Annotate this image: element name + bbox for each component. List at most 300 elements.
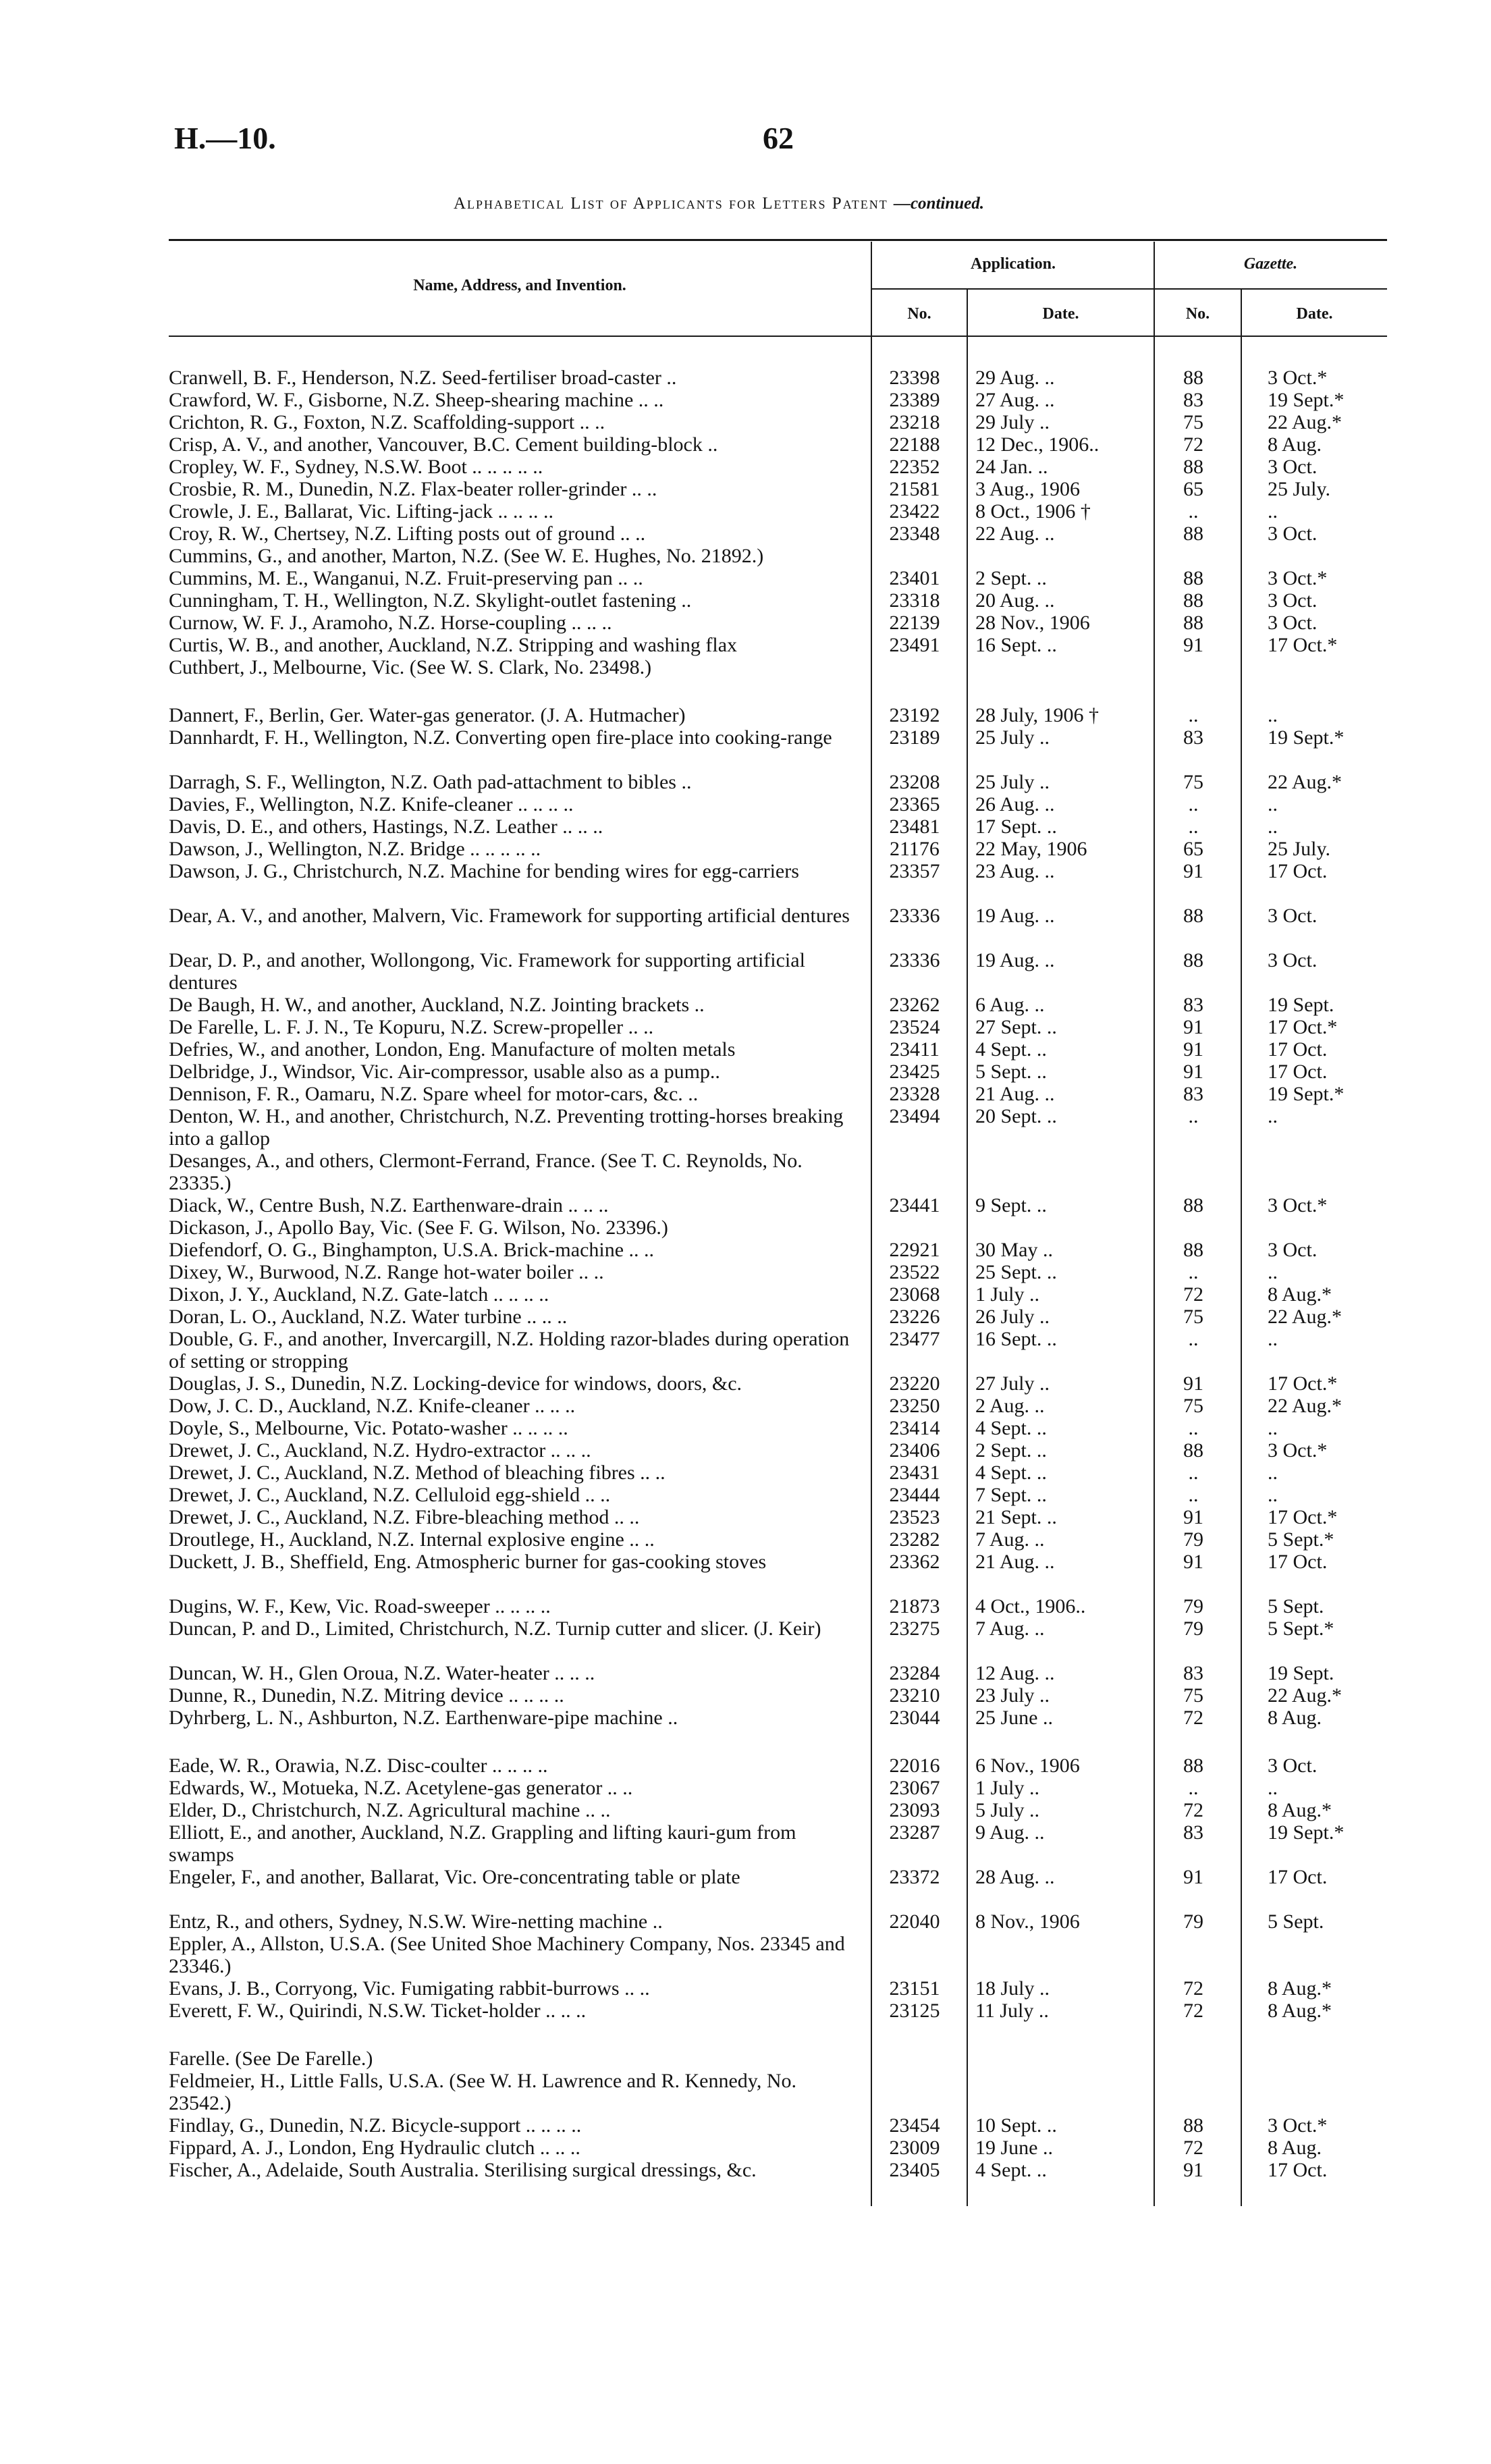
application-number: 23444 [889, 1484, 940, 1506]
applicant-name: Dawson, J., Wellington, N.Z. Bridge .. .. .. .. .. [169, 838, 541, 860]
gazette-date: 3 Oct.* [1268, 567, 1328, 589]
gazette-number: 72 [1183, 1283, 1203, 1306]
gazette-number: 79 [1183, 1617, 1203, 1640]
applicant-name: Crichton, R. G., Foxton, N.Z. Scaffolding-support .. .. [169, 411, 605, 433]
applicant-name: Diack, W., Centre Bush, N.Z. Earthenware-drain .. .. .. [169, 1194, 609, 1216]
application-date: 5 July .. [975, 1799, 1040, 1821]
applicant-name: Evans, J. B., Corryong, Vic. Fumigating rabbit-burrows .. .. [169, 1977, 650, 2000]
gazette-date: 19 Sept. [1268, 1662, 1334, 1684]
table-row [0, 905, 1491, 949]
application-date: 25 July .. [975, 726, 1050, 749]
gazette-date: 8 Aug. [1268, 1707, 1322, 1729]
application-date: 19 Aug. .. [975, 949, 1055, 971]
gazette-number: 72 [1183, 1707, 1203, 1729]
header-rule-application [872, 288, 1154, 290]
applicant-name: Everett, F. W., Quirindi, N.S.W. Ticket-holder .. .. .. [169, 2000, 587, 2022]
applicant-name: Dear, D. P., and another, Wollongong, Vic. Framework for supporting artificial dentures [169, 949, 805, 994]
application-date: 21 Aug. .. [975, 1083, 1055, 1105]
gazette-number: 91 [1183, 860, 1203, 882]
gazette-number: 91 [1183, 1551, 1203, 1573]
applicant-name: Crosbie, R. M., Dunedin, N.Z. Flax-beater roller-grinder .. .. [169, 478, 657, 500]
table-row [0, 1105, 1491, 1150]
applicant-name: Denton, W. H., and another, Christchurch, N.Z. Preventing trotting-horses breaking into a gallop [169, 1105, 844, 1150]
applicant-name: Elliott, E., and another, Auckland, N.Z. Grappling and lifting kauri-gum from swamps [169, 1821, 796, 1866]
application-date: 10 Sept. .. [975, 2114, 1057, 2137]
application-number: 23262 [889, 994, 940, 1016]
application-date: 20 Sept. .. [975, 1105, 1057, 1127]
applicant-name: Delbridge, J., Windsor, Vic. Air-compressor, usable also as a pump.. [169, 1061, 720, 1083]
table-row [0, 1866, 1491, 1910]
gazette-date: 3 Oct. [1268, 612, 1318, 634]
applicant-name: Eade, W. R., Orawia, N.Z. Disc-coulter .. .. .. .. [169, 1755, 548, 1777]
gazette-number: 88 [1183, 1239, 1203, 1261]
column-header-gazette-no: No. [1185, 305, 1210, 323]
gazette-number: .. [1188, 1105, 1199, 1127]
applicant-name: Duckett, J. B., Sheffield, Eng. Atmospheric burner for gas-cooking stoves [169, 1551, 767, 1573]
table-row [0, 1707, 1491, 1751]
applicant-name: Crisp, A. V., and another, Vancouver, B.C. Cement building-block .. [169, 433, 718, 456]
gazette-date: 17 Oct. [1268, 1038, 1328, 1061]
gazette-number: 91 [1183, 1061, 1203, 1083]
gazette-number: .. [1188, 1462, 1199, 1484]
application-number: 23275 [889, 1617, 940, 1640]
applicant-name: Cummins, G., and another, Marton, N.Z. (See W. E. Hughes, No. 21892.) [169, 545, 764, 567]
application-date: 4 Sept. .. [975, 2159, 1047, 2181]
applicant-name: Findlay, G., Dunedin, N.Z. Bicycle-support .. .. .. .. [169, 2114, 582, 2137]
gazette-number: .. [1188, 1417, 1199, 1439]
gazette-number: 83 [1183, 1083, 1203, 1105]
applicant-name: Duncan, W. H., Glen Oroua, N.Z. Water-heater .. .. .. [169, 1662, 595, 1684]
application-number: 21873 [889, 1595, 940, 1617]
gazette-date: 3 Oct.* [1268, 1439, 1328, 1462]
table-row [0, 656, 1491, 701]
application-number: 23250 [889, 1395, 940, 1417]
gazette-date: 3 Oct. [1268, 949, 1318, 971]
applicant-name: Fippard, A. J., London, Eng Hydraulic clutch .. .. .. [169, 2137, 580, 2159]
application-number: 23044 [889, 1707, 940, 1729]
table-row [0, 726, 1491, 771]
application-date: 7 Aug. .. [975, 1617, 1045, 1640]
gazette-date: 22 Aug.* [1268, 1395, 1343, 1417]
gazette-date: 5 Sept.* [1268, 1617, 1334, 1640]
application-number: 23189 [889, 726, 940, 749]
application-date: 22 Aug. .. [975, 523, 1055, 545]
gazette-date: .. [1268, 1105, 1278, 1127]
gazette-number: 88 [1183, 2114, 1203, 2137]
column-header-app-no: No. [907, 305, 931, 323]
gazette-number: 88 [1183, 523, 1203, 545]
applicant-name: Dannhardt, F. H., Wellington, N.Z. Converting open fire-place into cooking-range [169, 726, 832, 749]
table-row [0, 1821, 1491, 1866]
gazette-number: 88 [1183, 567, 1203, 589]
application-date: 24 Jan. .. [975, 456, 1048, 478]
application-date: 16 Sept. .. [975, 634, 1057, 656]
application-date: 5 Sept. .. [975, 1061, 1047, 1083]
application-date: 1 July .. [975, 1777, 1040, 1799]
application-number: 23494 [889, 1105, 940, 1127]
applicant-name: Edwards, W., Motueka, N.Z. Acetylene-gas generator .. .. [169, 1777, 633, 1799]
gazette-date: 17 Oct. [1268, 2159, 1328, 2181]
application-number: 23425 [889, 1061, 940, 1083]
application-number: 23067 [889, 1777, 940, 1799]
application-date: 25 Sept. .. [975, 1261, 1057, 1283]
application-number: 23441 [889, 1194, 940, 1216]
applicant-name: Cranwell, B. F., Henderson, N.Z. Seed-fertiliser broad-caster .. [169, 367, 677, 389]
application-number: 23481 [889, 815, 940, 838]
applicant-name: Elder, D., Christchurch, N.Z. Agricultural machine .. .. [169, 1799, 611, 1821]
applicant-name: Davies, F., Wellington, N.Z. Knife-cleaner .. .. .. .. [169, 793, 574, 815]
application-number: 23411 [890, 1038, 940, 1061]
gazette-number: .. [1188, 500, 1199, 523]
applicant-name: Davis, D. E., and others, Hastings, N.Z. Leather .. .. .. [169, 815, 603, 838]
application-number: 23284 [889, 1662, 940, 1684]
gazette-date: 5 Sept. [1268, 1910, 1324, 1933]
applicant-name: Desanges, A., and others, Clermont-Ferrand, France. (See T. C. Reynolds, No. 23335.) [169, 1150, 803, 1194]
application-number: 21581 [889, 478, 940, 500]
column-header-gazette-date: Date. [1296, 305, 1333, 323]
gazette-number: 75 [1183, 771, 1203, 793]
applicant-name: Dixey, W., Burwood, N.Z. Range hot-water boiler .. .. [169, 1261, 604, 1283]
gazette-date: 19 Sept.* [1268, 1821, 1345, 1844]
gazette-date: 19 Sept.* [1268, 389, 1345, 411]
gazette-number: 83 [1183, 726, 1203, 749]
gazette-date: 22 Aug.* [1268, 771, 1343, 793]
table-row [0, 1150, 1491, 1194]
applicant-name: Dyhrberg, L. N., Ashburton, N.Z. Earthenware-pipe machine .. [169, 1707, 678, 1729]
application-date: 7 Aug. .. [975, 1528, 1045, 1551]
subtitle-continued: —continued. [893, 194, 984, 213]
gazette-date: .. [1268, 1417, 1278, 1439]
gazette-date: 3 Oct. [1268, 523, 1318, 545]
applicant-name: Douglas, J. S., Dunedin, N.Z. Locking-device for windows, doors, &c. [169, 1372, 742, 1395]
subtitle-main: Alphabetical List of Applicants for Letters Patent [454, 194, 888, 213]
gazette-date: 3 Oct. [1268, 905, 1318, 927]
gazette-number: 83 [1183, 994, 1203, 1016]
applicant-name: Drewet, J. C., Auckland, N.Z. Method of bleaching fibres .. .. [169, 1462, 666, 1484]
gazette-date: 17 Oct.* [1268, 1016, 1338, 1038]
column-header-application: Application. [970, 255, 1056, 273]
gazette-number: 88 [1183, 612, 1203, 634]
gazette-date: 3 Oct.* [1268, 367, 1328, 389]
gazette-date: 22 Aug.* [1268, 411, 1343, 433]
application-number: 23125 [889, 2000, 940, 2022]
gazette-number: 65 [1183, 838, 1203, 860]
application-date: 22 May, 1906 [975, 838, 1087, 860]
application-date: 6 Nov., 1906 [975, 1755, 1080, 1777]
gazette-number: 72 [1183, 1977, 1203, 2000]
gazette-number: 91 [1183, 1866, 1203, 1888]
gazette-date: 3 Oct.* [1268, 1194, 1328, 1216]
applicant-name: Doran, L. O., Auckland, N.Z. Water turbine .. .. .. [169, 1306, 568, 1328]
table-row [0, 860, 1491, 905]
application-date: 2 Sept. .. [975, 1439, 1047, 1462]
application-number: 23431 [889, 1462, 940, 1484]
application-date: 21 Sept. .. [975, 1506, 1057, 1528]
application-date: 30 May .. [975, 1239, 1053, 1261]
gazette-date: 17 Oct.* [1268, 1506, 1338, 1528]
application-date: 28 Aug. .. [975, 1866, 1055, 1888]
gazette-date: .. [1268, 793, 1278, 815]
column-header-gazette: Gazette. [1243, 255, 1298, 273]
gazette-date: 8 Aug.* [1268, 1977, 1332, 2000]
application-date: 23 Aug. .. [975, 860, 1055, 882]
gazette-date: 22 Aug.* [1268, 1684, 1343, 1707]
application-date: 27 July .. [975, 1372, 1050, 1395]
application-number: 23406 [889, 1439, 940, 1462]
applicant-name: Drewet, J. C., Auckland, N.Z. Fibre-bleaching method .. .. [169, 1506, 640, 1528]
application-date: 8 Oct., 1906 † [975, 500, 1091, 523]
application-number: 23454 [889, 2114, 940, 2137]
applicant-name: Drewet, J. C., Auckland, N.Z. Celluloid egg-shield .. .. [169, 1484, 611, 1506]
gazette-date: .. [1268, 1777, 1278, 1799]
application-number: 23218 [889, 411, 940, 433]
application-date: 25 June .. [975, 1707, 1053, 1729]
applicant-name: Dennison, F. R., Oamaru, N.Z. Spare wheel for motor-cars, &c. .. [169, 1083, 699, 1105]
gazette-number: .. [1188, 793, 1199, 815]
application-date: 27 Sept. .. [975, 1016, 1057, 1038]
application-date: 9 Sept. .. [975, 1194, 1047, 1216]
application-date: 8 Nov., 1906 [975, 1910, 1080, 1933]
gazette-date: 8 Aug. [1268, 433, 1322, 456]
application-date: 26 Aug. .. [975, 793, 1055, 815]
gazette-number: 88 [1183, 905, 1203, 927]
application-number: 23477 [889, 1328, 940, 1350]
applicant-name: Duncan, P. and D., Limited, Christchurch, N.Z. Turnip cutter and slicer. (J. Keir) [169, 1617, 821, 1640]
page-number: 62 [763, 121, 794, 155]
table-row [0, 2070, 1491, 2114]
gazette-number: 79 [1183, 1910, 1203, 1933]
applicant-name: Defries, W., and another, London, Eng. Manufacture of molten metals [169, 1038, 736, 1061]
application-number: 23208 [889, 771, 940, 793]
table-top-rule [169, 239, 1387, 241]
application-number: 22040 [889, 1910, 940, 1933]
application-date: 20 Aug. .. [975, 589, 1055, 612]
applicant-name: Diefendorf, O. G., Binghampton, U.S.A. Brick-machine .. .. [169, 1239, 655, 1261]
gazette-date: 25 July. [1268, 838, 1331, 860]
gazette-date: 3 Oct. [1268, 456, 1318, 478]
gazette-date: 3 Oct. [1268, 1239, 1318, 1261]
gazette-date: 17 Oct. [1268, 1551, 1328, 1573]
gazette-date: .. [1268, 704, 1278, 726]
gazette-number: 72 [1183, 1799, 1203, 1821]
application-date: 3 Aug., 1906 [975, 478, 1081, 500]
gazette-number: 88 [1183, 1194, 1203, 1216]
table-row [0, 949, 1491, 994]
gazette-number: 91 [1183, 634, 1203, 656]
application-number: 22139 [889, 612, 940, 634]
application-number: 23220 [889, 1372, 940, 1395]
gazette-date: .. [1268, 1328, 1278, 1350]
gazette-date: 19 Sept. [1268, 994, 1334, 1016]
applicant-name: Darragh, S. F., Wellington, N.Z. Oath pad-attachment to bibles .. [169, 771, 692, 793]
applicant-name: Cropley, W. F., Sydney, N.S.W. Boot .. .. .. .. .. [169, 456, 543, 478]
applicant-name: Double, G. F., and another, Invercargill, N.Z. Holding razor-blades during operation of setting or stropping [169, 1328, 850, 1372]
applicant-name: Dixon, J. Y., Auckland, N.Z. Gate-latch .. .. .. .. [169, 1283, 549, 1306]
application-date: 25 July .. [975, 771, 1050, 793]
gazette-number: 88 [1183, 1755, 1203, 1777]
gazette-number: 79 [1183, 1528, 1203, 1551]
application-date: 9 Aug. .. [975, 1821, 1045, 1844]
gazette-number: 75 [1183, 411, 1203, 433]
application-number: 23287 [889, 1821, 940, 1844]
gazette-number: 88 [1183, 456, 1203, 478]
application-number: 23151 [889, 1977, 940, 2000]
applicant-name: Drewet, J. C., Auckland, N.Z. Hydro-extractor .. .. .. [169, 1439, 591, 1462]
gazette-number: 91 [1183, 2159, 1203, 2181]
applicant-name: Cunningham, T. H., Wellington, N.Z. Skylight-outlet fastening .. [169, 589, 692, 612]
applicant-name: Entz, R., and others, Sydney, N.S.W. Wire-netting machine .. [169, 1910, 663, 1933]
applicant-name: Dugins, W. F., Kew, Vic. Road-sweeper .. .. .. .. [169, 1595, 551, 1617]
application-number: 23522 [889, 1261, 940, 1283]
gazette-number: 83 [1183, 389, 1203, 411]
application-number: 23524 [889, 1016, 940, 1038]
application-date: 6 Aug. .. [975, 994, 1045, 1016]
application-date: 4 Oct., 1906.. [975, 1595, 1086, 1617]
gazette-date: 3 Oct. [1268, 1755, 1318, 1777]
gazette-date: 8 Aug. [1268, 2137, 1322, 2159]
gazette-number: 83 [1183, 1821, 1203, 1844]
application-number: 23093 [889, 1799, 940, 1821]
gazette-number: 72 [1183, 2000, 1203, 2022]
gazette-number: 88 [1183, 949, 1203, 971]
application-date: 28 Nov., 1906 [975, 612, 1090, 634]
applicant-name: Curtis, W. B., and another, Auckland, N.Z. Stripping and washing flax [169, 634, 738, 656]
gazette-number: .. [1188, 1328, 1199, 1350]
application-date: 19 June .. [975, 2137, 1053, 2159]
applicant-name: Dannert, F., Berlin, Ger. Water-gas generator. (J. A. Hutmacher) [169, 704, 686, 726]
gazette-date: 3 Oct. [1268, 589, 1318, 612]
application-date: 2 Aug. .. [975, 1395, 1045, 1417]
gazette-number: 88 [1183, 367, 1203, 389]
gazette-date: 17 Oct.* [1268, 634, 1338, 656]
applicant-name: Dawson, J. G., Christchurch, N.Z. Machine for bending wires for egg-carriers [169, 860, 799, 882]
gazette-number: .. [1188, 815, 1199, 838]
gazette-number: .. [1188, 1777, 1199, 1799]
applicant-name: Eppler, A., Allston, U.S.A. (See United Shoe Machinery Company, Nos. 23345 and 23346.) [169, 1933, 845, 1977]
table-row [0, 2000, 1491, 2044]
application-number: 23491 [889, 634, 940, 656]
application-date: 1 July .. [975, 1283, 1040, 1306]
application-date: 26 July .. [975, 1306, 1050, 1328]
application-date: 7 Sept. .. [975, 1484, 1047, 1506]
applicant-name: Curnow, W. F. J., Aramoho, N.Z. Horse-coupling .. .. .. [169, 612, 612, 634]
application-number: 23068 [889, 1283, 940, 1306]
gazette-date: 17 Oct. [1268, 1866, 1328, 1888]
gazette-date: 3 Oct.* [1268, 2114, 1328, 2137]
applicant-name: Dear, A. V., and another, Malvern, Vic. Framework for supporting artificial dentures [169, 905, 850, 927]
applicant-name: Engeler, F., and another, Ballarat, Vic. Ore-concentrating table or plate [169, 1866, 740, 1888]
application-date: 19 Aug. .. [975, 905, 1055, 927]
gazette-number: 72 [1183, 2137, 1203, 2159]
application-number: 22188 [889, 433, 940, 456]
applicant-name: Doyle, S., Melbourne, Vic. Potato-washer .. .. .. .. [169, 1417, 568, 1439]
gazette-number: 88 [1183, 589, 1203, 612]
gazette-number: 72 [1183, 433, 1203, 456]
application-number: 23523 [889, 1506, 940, 1528]
table-row [0, 2159, 1491, 2203]
application-number: 23372 [889, 1866, 940, 1888]
gazette-date: 22 Aug.* [1268, 1306, 1343, 1328]
table-row [0, 1328, 1491, 1372]
application-number: 23362 [889, 1551, 940, 1573]
gazette-number: 79 [1183, 1595, 1203, 1617]
gazette-date: 8 Aug.* [1268, 2000, 1332, 2022]
applicant-name: Fischer, A., Adelaide, South Australia. Sterilising surgical dressings, &c. [169, 2159, 757, 2181]
gazette-date: 5 Sept. [1268, 1595, 1324, 1617]
application-date: 28 July, 1906 † [975, 704, 1100, 726]
application-date: 4 Sept. .. [975, 1417, 1047, 1439]
gazette-date: .. [1268, 500, 1278, 523]
gazette-date: .. [1268, 1462, 1278, 1484]
applicant-name: Dickason, J., Apollo Bay, Vic. (See F. G. Wilson, No. 23396.) [169, 1216, 668, 1239]
application-number: 23336 [889, 949, 940, 971]
column-header-name: Name, Address, and Invention. [413, 277, 626, 294]
applicant-name: Croy, R. W., Chertsey, N.Z. Lifting posts out of ground .. .. [169, 523, 646, 545]
application-date: 12 Aug. .. [975, 1662, 1055, 1684]
applicant-name: Farelle. (See De Farelle.) [169, 2047, 373, 2070]
applicant-name: Droutlege, H., Auckland, N.Z. Internal explosive engine .. .. [169, 1528, 655, 1551]
application-number: 23009 [889, 2137, 940, 2159]
gazette-date: 5 Sept.* [1268, 1528, 1334, 1551]
applicant-name: Crawford, W. F., Gisborne, N.Z. Sheep-shearing machine .. .. [169, 389, 664, 411]
gazette-date: 17 Oct. [1268, 1061, 1328, 1083]
document-code: H.—10. [174, 121, 276, 155]
gazette-date: .. [1268, 815, 1278, 838]
table-row [0, 1933, 1491, 1977]
application-number: 23328 [889, 1083, 940, 1105]
application-number: 21176 [890, 838, 940, 860]
gazette-date: 8 Aug.* [1268, 1283, 1332, 1306]
application-date: 23 July .. [975, 1684, 1050, 1707]
page-subtitle [454, 194, 984, 213]
application-number: 23365 [889, 793, 940, 815]
gazette-date: 17 Oct.* [1268, 1372, 1338, 1395]
application-number: 23226 [889, 1306, 940, 1328]
gazette-number: 83 [1183, 1662, 1203, 1684]
application-date: 17 Sept. .. [975, 815, 1057, 838]
gazette-number: .. [1188, 1484, 1199, 1506]
application-number: 23389 [889, 389, 940, 411]
gazette-number: 91 [1183, 1372, 1203, 1395]
gazette-number: 75 [1183, 1395, 1203, 1417]
gazette-number: 91 [1183, 1016, 1203, 1038]
gazette-date: 19 Sept.* [1268, 726, 1345, 749]
gazette-number: 91 [1183, 1038, 1203, 1061]
application-number: 22352 [889, 456, 940, 478]
header-bottom-rule [169, 336, 1387, 337]
application-date: 21 Aug. .. [975, 1551, 1055, 1573]
column-header-app-date: Date. [1042, 305, 1079, 323]
table-row [0, 1617, 1491, 1662]
application-number: 23336 [889, 905, 940, 927]
applicant-name: De Farelle, L. F. J. N., Te Kopuru, N.Z. Screw-propeller .. .. [169, 1016, 654, 1038]
application-number: 23348 [889, 523, 940, 545]
application-date: 29 Aug. .. [975, 367, 1055, 389]
gazette-date: 19 Sept.* [1268, 1083, 1345, 1105]
application-number: 23398 [889, 367, 940, 389]
applicant-name: Dow, J. C. D., Auckland, N.Z. Knife-cleaner .. .. .. [169, 1395, 576, 1417]
gazette-date: 17 Oct. [1268, 860, 1328, 882]
application-date: 18 July .. [975, 1977, 1050, 2000]
application-number: 23422 [889, 500, 940, 523]
application-number: 23210 [889, 1684, 940, 1707]
gazette-date: 25 July. [1268, 478, 1331, 500]
gazette-number: 88 [1183, 1439, 1203, 1462]
application-number: 23282 [889, 1528, 940, 1551]
applicant-name: Dunne, R., Dunedin, N.Z. Mitring device .. .. .. .. [169, 1684, 564, 1707]
gazette-number: 65 [1183, 478, 1203, 500]
applicant-name: Crowle, J. E., Ballarat, Vic. Lifting-jack .. .. .. .. [169, 500, 554, 523]
